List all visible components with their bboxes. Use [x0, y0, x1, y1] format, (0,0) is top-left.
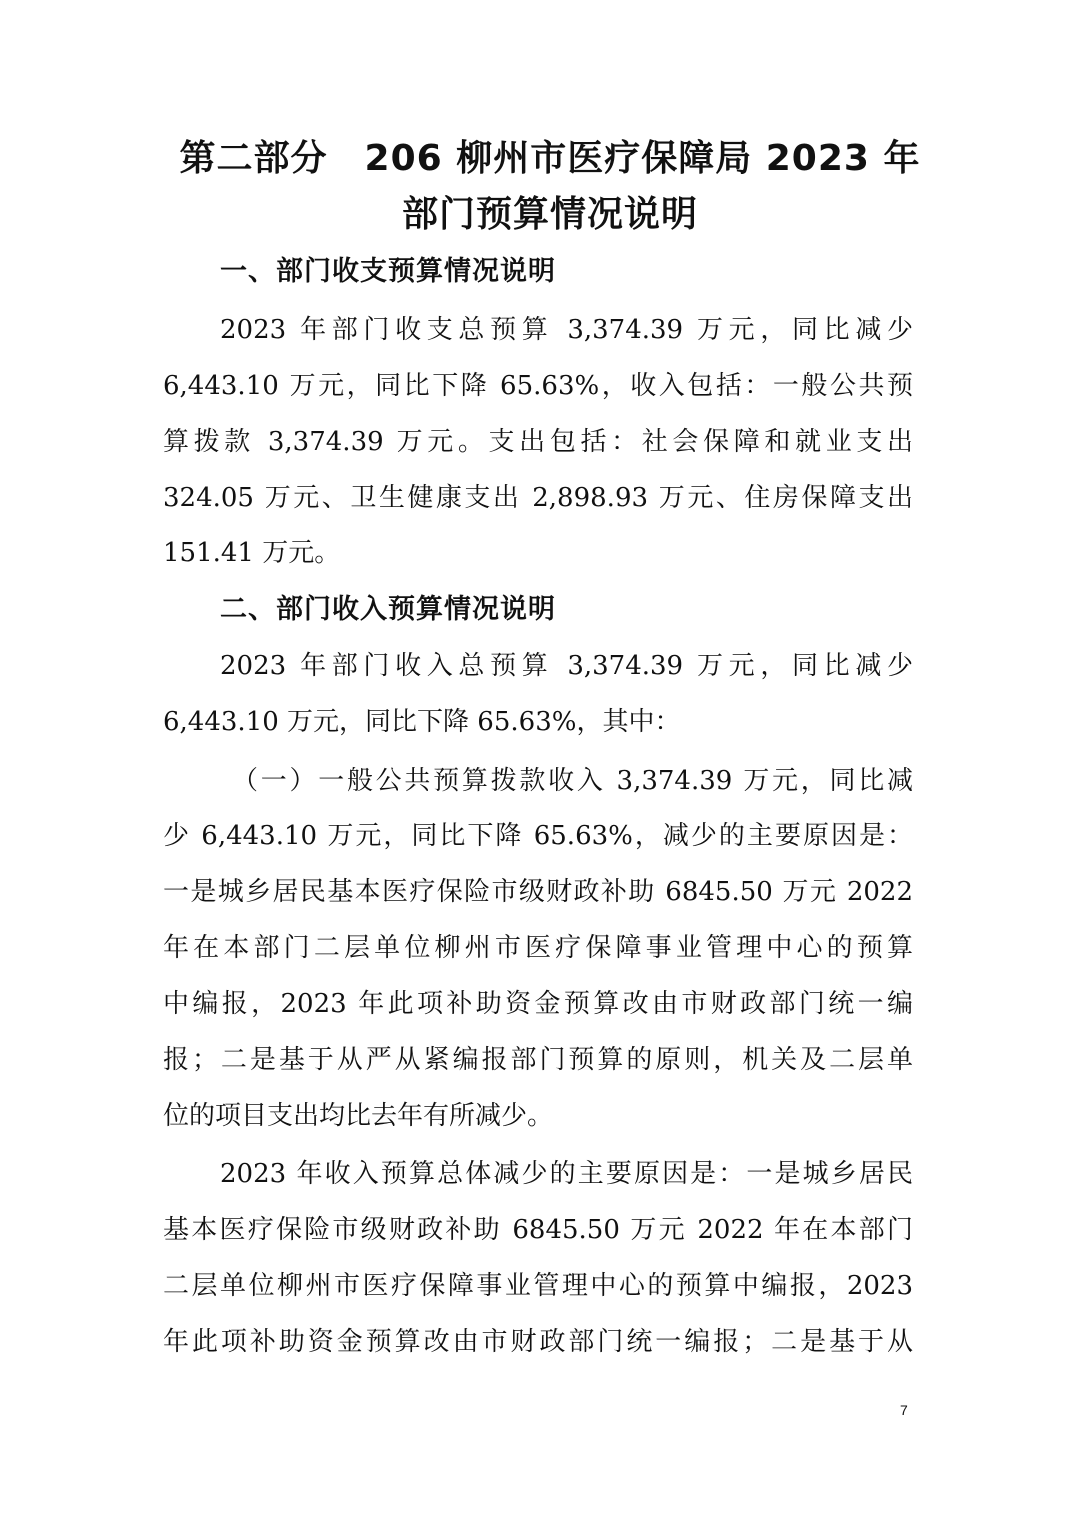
paragraph-line: 151.41 万元。: [163, 538, 341, 568]
paragraph-line: 324.05 万元、卫生健康支出 2,898.93 万元、住房保障支出: [163, 483, 913, 513]
paragraph-line: 二层单位柳州市医疗保障事业管理中心的预算中编报，2023: [163, 1271, 913, 1301]
paragraph-line: 年在本部门二层单位柳州市医疗保障事业管理中心的预算: [163, 933, 913, 963]
page-title-line-2: 部门预算情况说明: [401, 194, 698, 235]
page-title-line-1: 第二部分 206 柳州市医疗保障局 2023 年: [179, 138, 921, 179]
page-number: 7: [900, 1402, 908, 1418]
paragraph-line: （一）一般公共预算拨款收入 3,374.39 万元，同比减: [232, 766, 913, 796]
paragraph-line: 位的项目支出均比去年有所减少。: [163, 1101, 554, 1131]
paragraph-line: 2023 年收入预算总体减少的主要原因是：一是城乡居民: [220, 1159, 913, 1189]
paragraph-line: 基本医疗保险市级财政补助 6845.50 万元 2022 年在本部门: [163, 1215, 913, 1245]
paragraph-line: 年此项补助资金预算改由市财政部门统一编报；二是基于从: [163, 1327, 913, 1357]
paragraph-line: 2023 年部门收支总预算 3,374.39 万元，同比减少: [220, 315, 913, 345]
paragraph-line: 算拨款 3,374.39 万元。支出包括：社会保障和就业支出: [163, 427, 913, 457]
paragraph-line: 6,443.10 万元，同比下降 65.63%，收入包括：一般公共预: [163, 371, 913, 401]
paragraph-line: 2023 年部门收入总预算 3,374.39 万元，同比减少: [220, 651, 913, 681]
section-heading-1: 一、部门收支预算情况说明: [220, 256, 556, 287]
paragraph-line: 一是城乡居民基本医疗保险市级财政补助 6845.50 万元 2022: [163, 877, 913, 907]
section-heading-2: 二、部门收入预算情况说明: [220, 594, 556, 625]
paragraph-line: 6,443.10 万元，同比下降 65.63%，其中：: [163, 707, 681, 737]
paragraph-line: 中编报，2023 年此项补助资金预算改由市财政部门统一编: [163, 989, 913, 1019]
paragraph-line: 报；二是基于从严从紧编报部门预算的原则，机关及二层单: [163, 1045, 913, 1075]
paragraph-line: 少 6,443.10 万元，同比下降 65.63%，减少的主要原因是：: [163, 821, 913, 851]
